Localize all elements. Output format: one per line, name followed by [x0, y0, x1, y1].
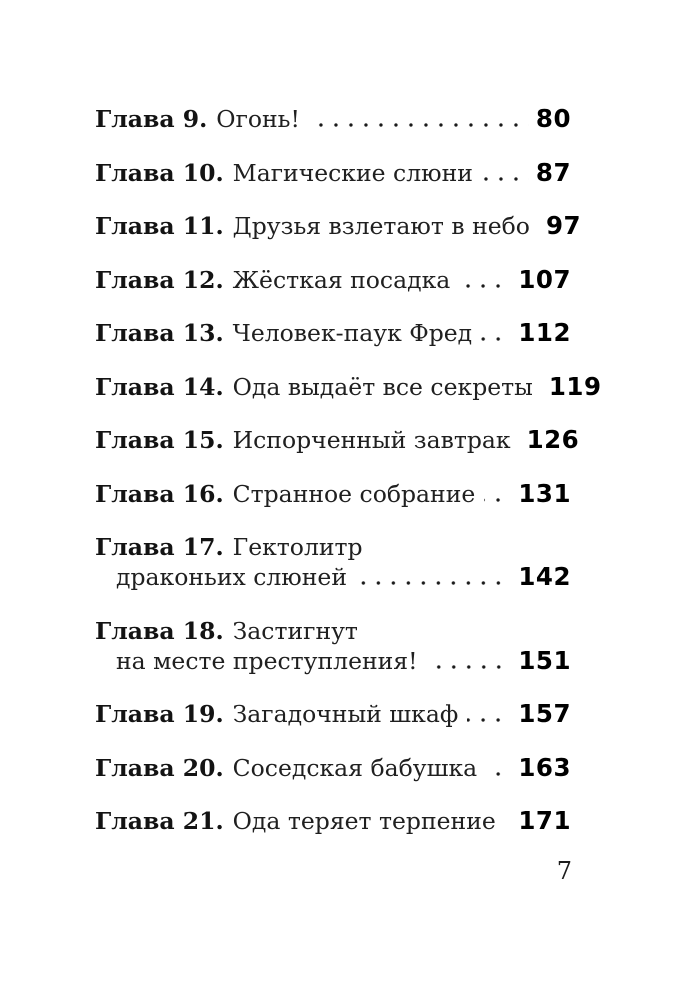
dot-leader: [309, 123, 529, 127]
dot-leader: [356, 581, 511, 585]
toc-entry-line: [95, 371, 602, 402]
toc-entry-line: [95, 211, 582, 241]
chapter-label: Глава 9.: [95, 105, 208, 133]
chapter-label: Глава 14.: [95, 372, 224, 401]
toc-entry-line: [95, 699, 571, 729]
chapter-title: Человек-паук Фред: [232, 319, 473, 347]
toc-entry: [95, 265, 571, 295]
chapter-page-number: 131: [518, 478, 571, 508]
chapter-label: Глава 17.: [95, 533, 224, 561]
toc-entry: [95, 158, 571, 188]
dot-leader: [505, 825, 512, 829]
dot-leader: [467, 718, 511, 722]
chapter-title: Гектолитр: [232, 533, 363, 561]
chapter-page-number: 119: [548, 371, 602, 401]
toc-entry: [95, 211, 582, 241]
chapter-title: Застигнут: [232, 616, 358, 645]
chapter-label: Глава 13.: [95, 319, 224, 347]
chapter-title-continued: на месте преступления!: [116, 646, 418, 675]
dot-leader: [486, 772, 511, 776]
chapter-title: Жёсткая посадка: [232, 265, 451, 294]
toc-entry: [95, 318, 571, 348]
dot-leader: [427, 665, 512, 669]
toc-entry-line: [95, 753, 571, 783]
chapter-page-number: 87: [535, 157, 571, 187]
toc-entry-line: [95, 532, 571, 562]
dot-leader: [459, 284, 511, 288]
chapter-page-number: 112: [518, 318, 571, 347]
chapter-title: Ода теряет терпение: [232, 807, 496, 835]
chapter-title: Странное собрание: [232, 479, 476, 508]
chapter-page-number: 126: [526, 425, 580, 454]
chapter-label: Глава 18.: [95, 616, 224, 645]
toc-entry: [95, 104, 571, 134]
chapter-title: Загадочный шкаф: [232, 700, 459, 728]
toc-entry-line: [95, 425, 580, 455]
dot-leader: [484, 498, 511, 502]
toc-entry: [95, 479, 571, 509]
toc-entry-line: [95, 806, 571, 836]
toc-entry: [95, 425, 580, 455]
chapter-page-number: 97: [545, 211, 582, 240]
chapter-label: Глава 16.: [95, 479, 224, 508]
toc-entry-list: [95, 104, 602, 860]
chapter-label: Глава 12.: [95, 265, 224, 294]
toc-entry-line: [95, 616, 571, 646]
chapter-page-number: 171: [518, 806, 571, 835]
chapter-label: Глава 20.: [95, 753, 224, 782]
toc-entry-line: [95, 104, 571, 134]
chapter-title: Ода выдаёт все секреты: [232, 372, 533, 401]
toc-entry-line: [95, 158, 571, 188]
toc-entry: [95, 616, 571, 676]
chapter-label: Глава 15.: [95, 426, 224, 454]
chapter-title: Огонь!: [216, 105, 300, 133]
chapter-title: Соседская бабушка: [232, 753, 478, 782]
chapter-page-number: 151: [518, 645, 571, 675]
chapter-label: Глава 11.: [95, 212, 224, 240]
toc-entry-line: [95, 265, 571, 295]
toc-entry: [95, 371, 602, 402]
chapter-title: Друзья взлетают в небо: [232, 212, 530, 240]
chapter-title: Испорченный завтрак: [232, 426, 511, 454]
chapter-page-number: 142: [518, 562, 571, 591]
toc-entry-line: [95, 318, 571, 348]
chapter-title-continued: драконьих слюней: [116, 563, 347, 591]
dot-leader: [482, 177, 529, 181]
toc-entry-line: [95, 562, 571, 592]
chapter-page-number: 157: [518, 699, 571, 728]
chapter-page-number: 107: [518, 264, 571, 294]
toc-entry: [95, 753, 571, 783]
chapter-label: Глава 19.: [95, 700, 224, 728]
toc-entry: [95, 806, 571, 836]
chapter-label: Глава 21.: [95, 807, 224, 835]
toc-entry-line: [95, 646, 571, 676]
chapter-page-number: 163: [518, 752, 571, 782]
toc-entry: [95, 532, 571, 592]
toc-entry-line: [95, 479, 571, 509]
toc-entry: [95, 699, 571, 729]
folio-page-number: 7: [556, 857, 572, 885]
chapter-page-number: 80: [535, 104, 571, 133]
chapter-title: Магические слюни: [232, 158, 473, 187]
dot-leader: [481, 337, 511, 341]
chapter-label: Глава 10.: [95, 158, 224, 187]
